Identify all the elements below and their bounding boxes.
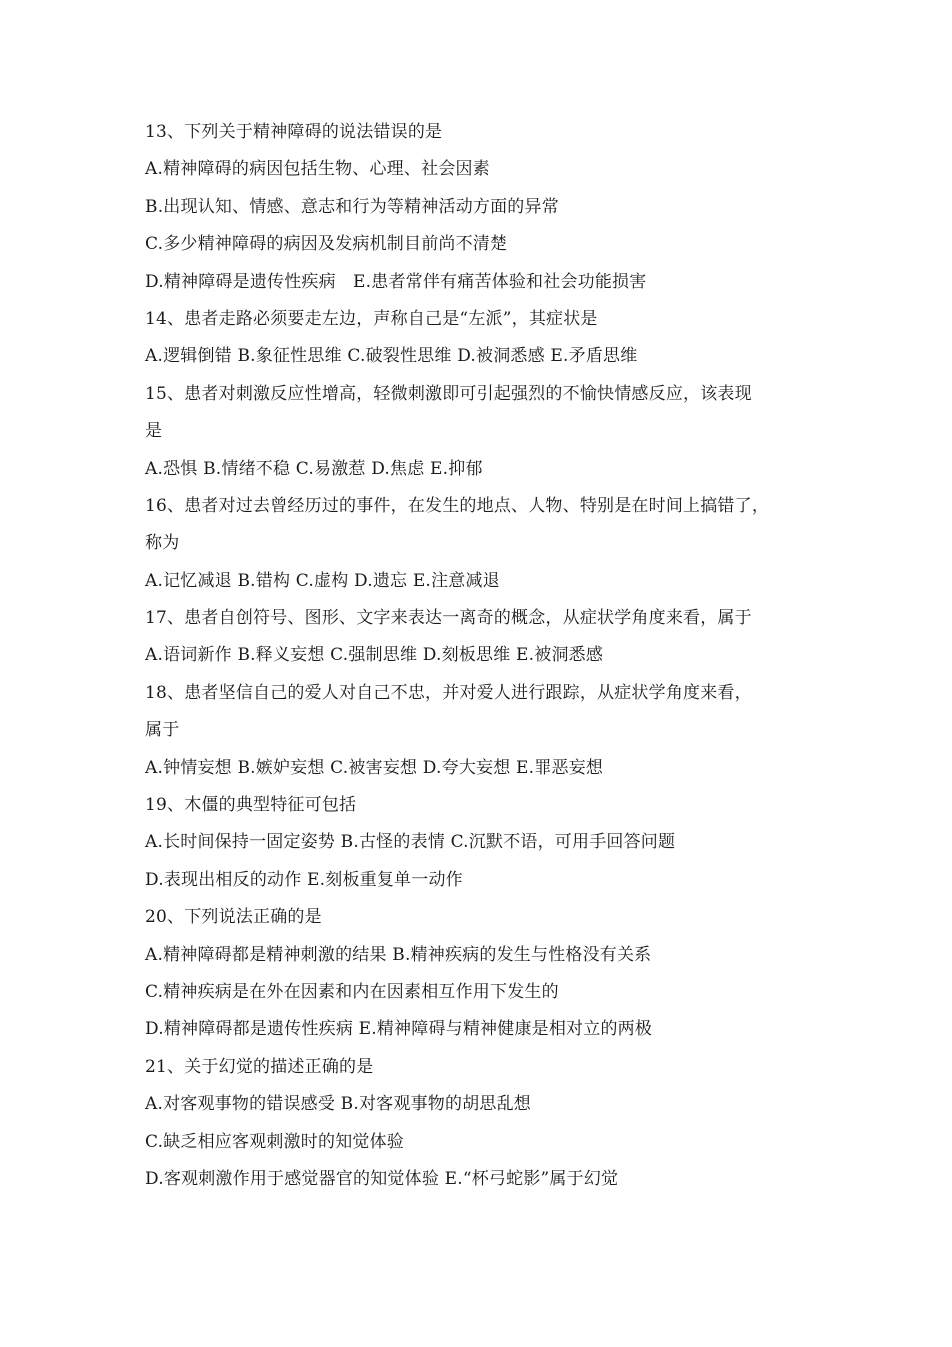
q14-options: A.逻辑倒错 B.象征性思维 C.破裂性思维 D.被洞悉感 E.矛盾思维 [145,346,638,367]
q21-options-a-b: A.对客观事物的错误感受 B.对客观事物的胡思乱想 [145,1094,531,1115]
q21-option-c: C.缺乏相应客观刺激时的知觉体验 [145,1131,405,1152]
q16-stem: 16、患者对过去曾经历过的事件，在发生的地点、人物、特别是在时间上搞错了， [145,495,770,516]
q20-options-d-e: D.精神障碍都是遗传性疾病 E.精神障碍与精神健康是相对立的两极 [145,1019,653,1040]
q19-options-a-c: A.长时间保持一固定姿势 B.古怪的表情 C.沉默不语，可用手回答问题 [145,832,676,853]
q17-stem: 17、患者自创符号、图形、文字来表达一离奇的概念，从症状学角度来看，属于 [145,608,752,629]
q18-options: A.钟情妄想 B.嫉妒妄想 C.被害妄想 D.夸大妄想 E.罪恶妄想 [145,757,604,778]
q18-stem: 18、患者坚信自己的爱人对自己不忠，并对爱人进行跟踪，从症状学角度来看， [145,682,752,703]
q21-options-d-e: D.客观刺激作用于感觉器官的知觉体验 E.“杯弓蛇影”属于幻觉 [145,1168,619,1189]
q15-options: A.恐惧 B.情绪不稳 C.易激惹 D.焦虑 E.抑郁 [145,458,483,479]
question-text-block [145,114,825,1198]
q18-stem-cont: 属于 [145,720,180,741]
q19-options-d-e: D.表现出相反的动作 E.刻板重复单一动作 [145,869,463,890]
q15-stem-cont: 是 [145,421,163,442]
q13-option-c: C.多少精神障碍的病因及发病机制目前尚不清楚 [145,234,508,255]
q13-option-d-e: D.精神障碍是遗传性疾病 E.患者常伴有痛苦体验和社会功能损害 [145,271,647,292]
q17-options: A.语词新作 B.释义妄想 C.强制思维 D.刻板思维 E.被洞悉感 [145,645,604,666]
q16-options: A.记忆减退 B.错构 C.虚构 D.遗忘 E.注意减退 [145,570,500,591]
q13-option-b: B.出现认知、情感、意志和行为等精神活动方面的异常 [145,196,559,217]
q20-options-a-b: A.精神障碍都是精神刺激的结果 B.精神疾病的发生与性格没有关系 [145,944,652,965]
q20-stem: 20、下列说法正确的是 [145,907,322,928]
q21-stem: 21、关于幻觉的描述正确的是 [145,1056,374,1077]
q13-option-a: A.精神障碍的病因包括生物、心理、社会因素 [145,159,490,180]
q13-stem: 13、下列关于精神障碍的说法错误的是 [145,122,443,142]
q14-stem: 14、患者走路必须要走左边，声称自己是“左派”，其症状是 [145,308,598,329]
q15-stem: 15、患者对刺激反应性增高，轻微刺激即可引起强烈的不愉快情感反应，该表现 [145,383,752,404]
q16-stem-cont: 称为 [145,533,180,554]
q20-option-c: C.精神疾病是在外在因素和内在因素相互作用下发生的 [145,981,559,1002]
q19-stem: 19、木僵的典型特征可包括 [145,795,357,816]
